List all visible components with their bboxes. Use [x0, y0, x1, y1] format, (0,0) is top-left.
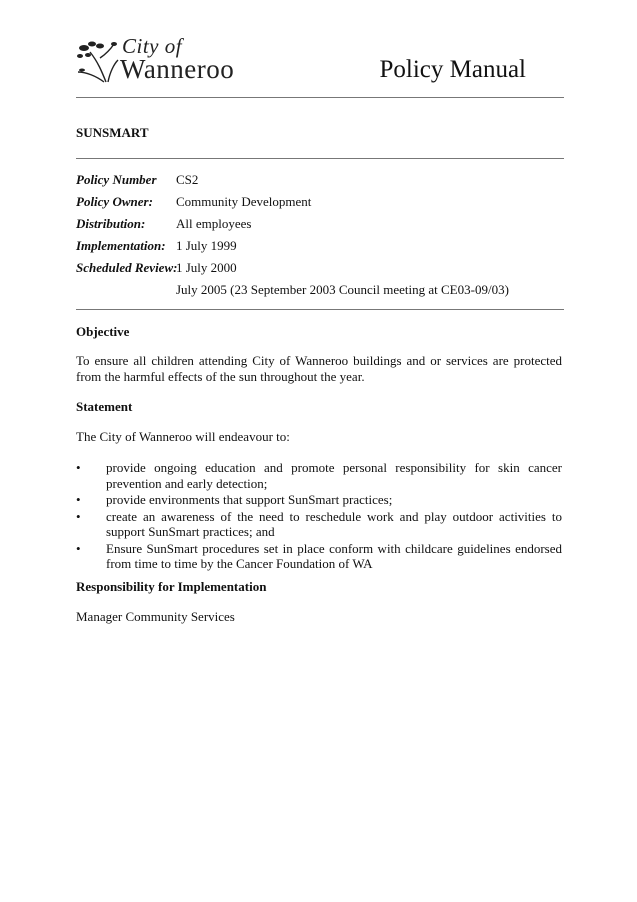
meta-value: All employees — [176, 216, 252, 231]
meta-label: Scheduled Review: — [76, 260, 178, 275]
objective-heading: Objective — [76, 324, 130, 339]
bullet-text: create an awareness of the need to reschedule work and play outdoor activities to support SunSmart practices; and — [106, 508, 562, 539]
meta-divider — [76, 309, 564, 310]
bullet-icon: • — [76, 540, 81, 556]
policy-title: SUNSMART — [76, 125, 149, 140]
meta-value: 1 July 1999 — [176, 238, 237, 253]
meta-value: Community Development — [176, 194, 312, 209]
list-item — [76, 492, 562, 508]
list-item — [76, 509, 562, 540]
responsibility-heading: Responsibility for Implementation — [76, 579, 267, 594]
title-divider — [76, 158, 564, 159]
statement-heading: Statement — [76, 399, 133, 414]
bullet-icon: • — [76, 460, 81, 475]
list-item — [76, 460, 562, 491]
meta-label: Policy Owner: — [76, 194, 153, 209]
logo-city-text: City of — [122, 34, 183, 58]
manual-title: Policy Manual — [379, 56, 526, 83]
wildflower-logo-icon — [76, 38, 120, 84]
meta-label: Policy Number — [76, 172, 157, 187]
list-item — [76, 541, 562, 572]
city-of-wanneroo-logo — [76, 34, 256, 94]
meta-value: CS2 — [176, 172, 199, 187]
header-divider — [76, 97, 564, 98]
meta-label: Implementation: — [76, 238, 166, 253]
statement-intro: The City of Wanneroo will endeavour to: — [76, 429, 290, 444]
bullet-text: Ensure SunSmart procedures set in place conform with childcare guidelines endorsed from time to time by the Cancer Foundation of WA — [106, 540, 562, 571]
meta-label: Distribution: — [76, 216, 146, 231]
objective-text: To ensure all children attending City of Wanneroo buildings and or services are protected from the harmful effects of the sun throughout the year. — [76, 353, 562, 384]
bullet-text: provide environments that support SunSmart practices; — [106, 492, 393, 507]
logo-name-text: Wanneroo — [120, 54, 235, 84]
bullet-icon: • — [76, 508, 81, 524]
bullet-icon: • — [76, 492, 81, 507]
statement-bullet-list — [76, 460, 562, 573]
meta-value: 1 July 2000 — [176, 260, 237, 275]
meta-value: July 2005 (23 September 2003 Council meeting at CE03-09/03) — [176, 282, 509, 297]
responsibility-text: Manager Community Services — [76, 609, 235, 624]
bullet-text: provide ongoing education and promote personal responsibility for skin cancer prevention and early detection; — [106, 460, 562, 491]
